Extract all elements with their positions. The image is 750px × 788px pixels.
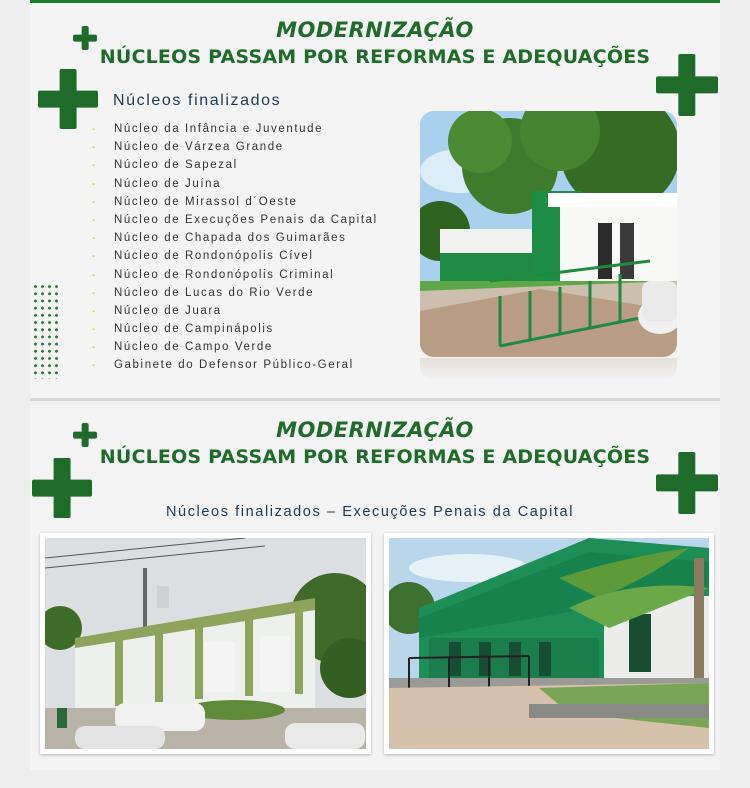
list-item: - Núcleo da Infância e Juventude [92,123,324,135]
bottom-title-line1: MODERNIZAÇÃO [276,418,474,442]
renovated-building-photo [384,533,714,754]
building-photo [420,111,677,357]
top-title-line2: NÚCLEOS PASSAM POR REFORMAS E ADEQUAÇÕES [99,46,651,68]
street-view-photo [40,533,371,754]
list-item: - Núcleo de Juína [92,177,222,190]
top-subheading: Núcleos finalizados [113,92,282,109]
photo-reflection [420,358,677,380]
top-title [0,18,750,68]
list-item: - Núcleo de Campinápolis [92,323,274,336]
list-item: - Núcleo de Rondonópolis Criminal [92,268,335,281]
top-title-line1: MODERNIZAÇÃO [276,18,474,42]
list-item: - Núcleo de Várzea Grande [92,141,284,154]
plus-icon [73,26,97,50]
bottom-subheading: Núcleos finalizados – Execuções Penais da Capital [165,504,575,520]
list-item: - Núcleo de Rondonópolis Cível [92,250,314,263]
list-item: - Núcleo de Juara [92,304,222,317]
list-item: - Núcleo de Execuções Penais da Capital [92,213,378,226]
list-item: - Núcleo de Campo Verde [92,341,273,354]
nucleus-list [92,120,378,375]
bottom-title [0,418,750,468]
plus-icon [38,69,98,129]
list-item: - Núcleo de Sapezal [92,159,238,172]
plus-icon [656,54,718,116]
plus-icon [73,423,97,447]
list-item: - Núcleo de Lucas do Rio Verde [92,286,315,299]
dot-pattern [32,283,62,379]
section-divider [30,398,720,401]
list-item: - Núcleo de Mirassol d´Oeste [92,195,298,208]
list-item: - Núcleo de Chapada dos Guimarães [92,232,347,245]
list-item: - Gabinete do Defensor Público-Geral [92,359,354,372]
bottom-title-line2: NÚCLEOS PASSAM POR REFORMAS E ADEQUAÇÕES [99,446,651,468]
